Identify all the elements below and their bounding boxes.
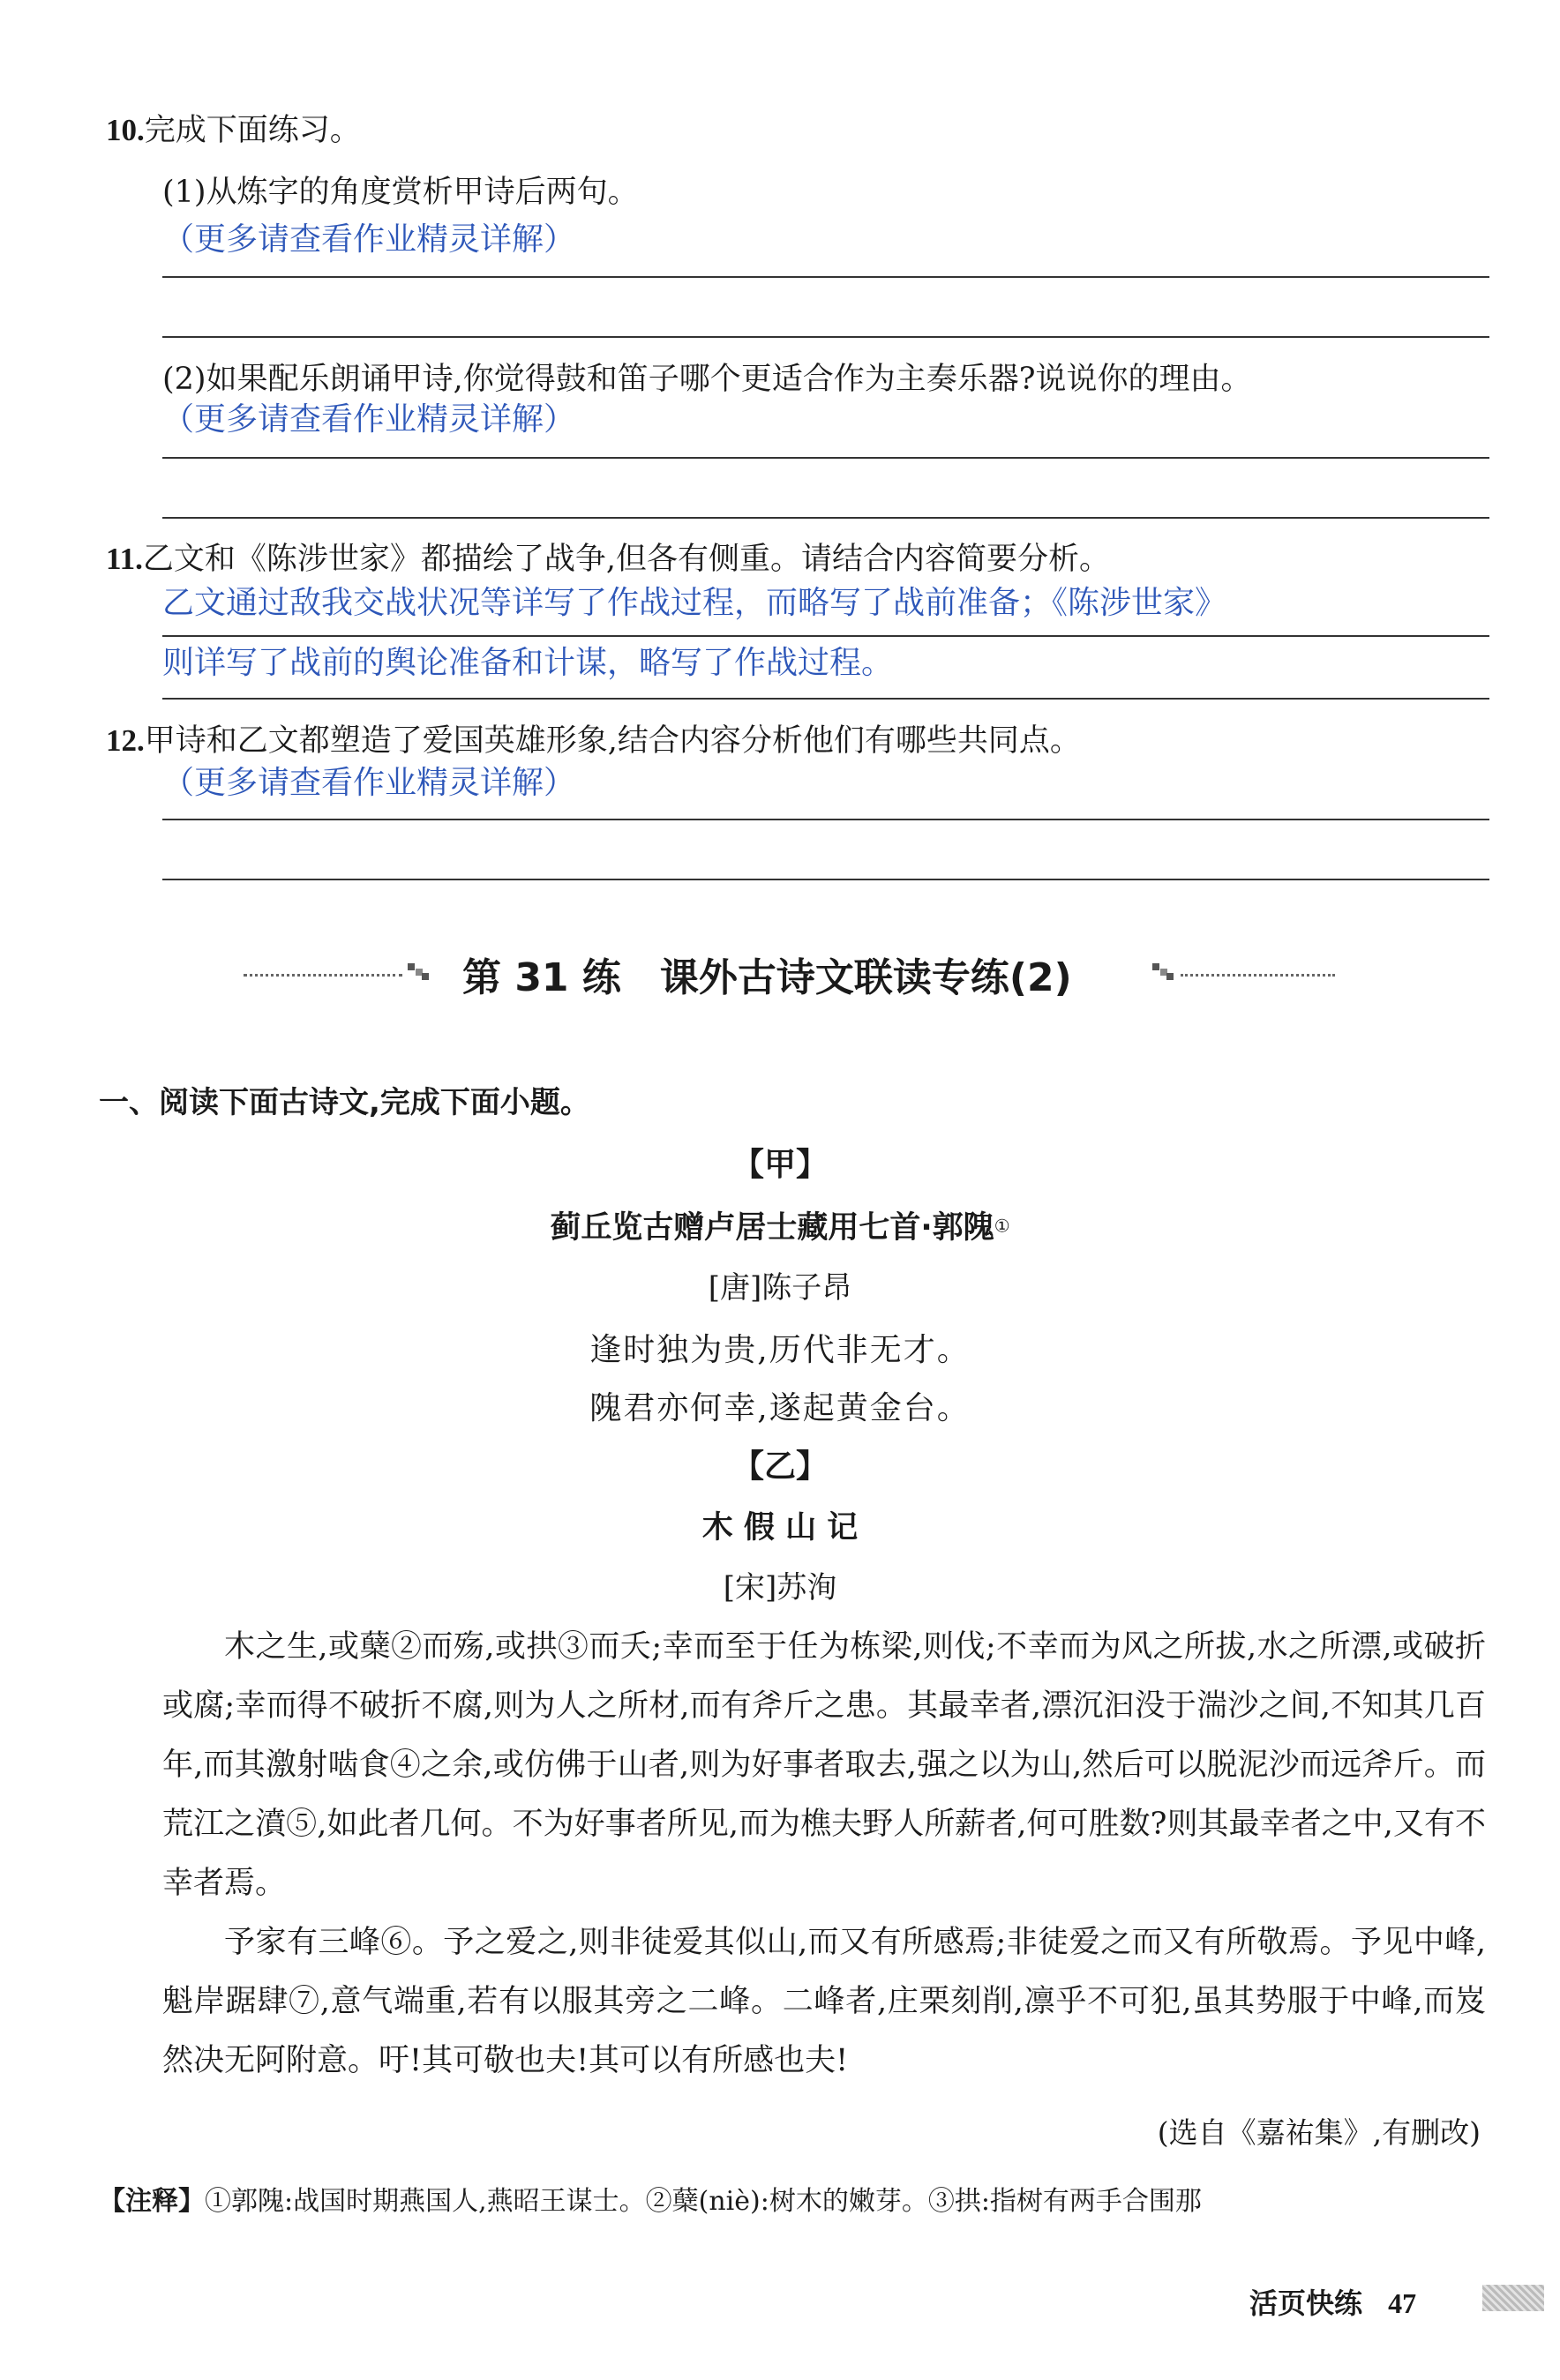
q10-number: 10.: [106, 113, 145, 147]
q11-prompt: [106, 538, 1110, 580]
section-divider-left: [244, 974, 402, 977]
q12-text: 甲诗和乙文都塑造了爱国英雄形象,结合内容分析他们有哪些共同点。: [144, 723, 1081, 759]
jia-title-row: [0, 1203, 1560, 1247]
q11-number: 11.: [106, 542, 143, 576]
yi-title: 木 假 山 记: [701, 1510, 859, 1546]
q10-sub2: (2)如果配乐朗诵甲诗,你觉得鼓和笛子哪个更适合作为主奏乐器?说说你的理由。: [162, 362, 1252, 397]
section-title: 第 31 练 课外古诗文联读专练(2): [462, 955, 1072, 1000]
answer-line: [162, 879, 1489, 880]
jia-author: [唐]陈子昂: [708, 1270, 852, 1306]
yi-source: (选自《嘉祐集》,有删改): [1157, 2115, 1481, 2150]
q10-sub2-answer: （更多请查看作业精灵详解）: [162, 401, 576, 438]
part1-heading: 一、阅读下面古诗文,完成下面小题。: [99, 1085, 590, 1120]
q10-prompt: [106, 109, 361, 152]
yi-tag: 【乙】: [731, 1448, 828, 1485]
answer-line: [162, 698, 1489, 700]
yi-author: [宋]苏洵: [723, 1570, 837, 1605]
q11-text: 乙文和《陈涉世家》都描绘了战争,但各有侧重。请结合内容简要分析。: [142, 542, 1110, 577]
jia-title-note: ①: [994, 1215, 1010, 1237]
q11-answer-line2: 则详写了战前的舆论准备和计谋，略写了作战过程。: [162, 645, 894, 681]
answer-line: [162, 457, 1489, 459]
page-number: 47: [1388, 2287, 1417, 2319]
q12-answer: （更多请查看作业精灵详解）: [162, 765, 576, 801]
page-corner-pattern: [1482, 2285, 1544, 2311]
jia-verse-1: 逢时独为贵,历代非无才。: [589, 1332, 971, 1368]
notes: [99, 2179, 1202, 2218]
q10-sub1-answer: （更多请查看作业精灵详解）: [162, 221, 576, 258]
answer-line: [162, 819, 1489, 820]
q11-answer-line1: 乙文通过敌我交战状况等详写了作战过程，而略写了战前准备；《陈涉世家》: [162, 585, 1227, 621]
section-ornament-left-icon: [408, 963, 431, 981]
footer-label: 活页快练: [1249, 2286, 1363, 2320]
section-ornament-right-icon: [1152, 963, 1175, 981]
q12-number: 12.: [106, 723, 145, 758]
jia-title: 蓟丘览古赠卢居士藏用七首·郭隗: [550, 1210, 994, 1246]
footer: [1249, 2281, 1416, 2322]
answer-line: [162, 635, 1489, 637]
q12-prompt: [106, 720, 1081, 762]
q10-sub1: (1)从炼字的角度赏析甲诗后两句。: [162, 175, 639, 210]
answer-line: [162, 276, 1489, 278]
jia-verse-2: 隗君亦何幸,遂起黄金台。: [589, 1390, 971, 1426]
answer-line: [162, 517, 1489, 519]
yi-paragraph-1: 木之生,或蘖②而殇,或拱③而夭;幸而至于任为栋梁,则伐;不幸而为风之所拔,水之所漂,或破折或腐;幸而得不破折不腐,则为人之所材,而有斧斤之患。其最幸者,漂沉汩没于湍沙之间,不知其几百年,而其激射啮食④之余,或仿佛于山者,则为好事者取去,强之以为山,然后可以脱泥沙而远斧斤。而荒江之濆⑤,如此者几何。不为好事者所见,而为樵夫野人所薪者,何可胜数?则其最幸者之中,又有不幸者焉。: [162, 1629, 1486, 1901]
yi-paragraph-2: 予家有三峰⑥。予之爱之,则非徒爱其似山,而又有所感焉;非徒爱之而又有所敬焉。予见中峰,魁岸踞肆⑦,意气端重,若有以服其旁之二峰。二峰者,庄栗刻削,凛乎不可犯,虽其势服于中峰,而岌然决无阿附意。吁!其可敬也夫!其可以有所感也夫!: [162, 1925, 1486, 2078]
notes-label: 【注释】: [99, 2186, 205, 2217]
answer-line: [162, 336, 1489, 338]
q10-text: 完成下面练习。: [144, 113, 361, 148]
notes-text: ①郭隗:战国时期燕国人,燕昭王谋士。②蘖(niè):树木的嫩芽。③拱:指树有两手合围那: [205, 2186, 1202, 2217]
yi-body: [162, 1618, 1486, 2091]
section-divider-right: [1181, 974, 1335, 977]
jia-tag: 【甲】: [731, 1147, 828, 1183]
